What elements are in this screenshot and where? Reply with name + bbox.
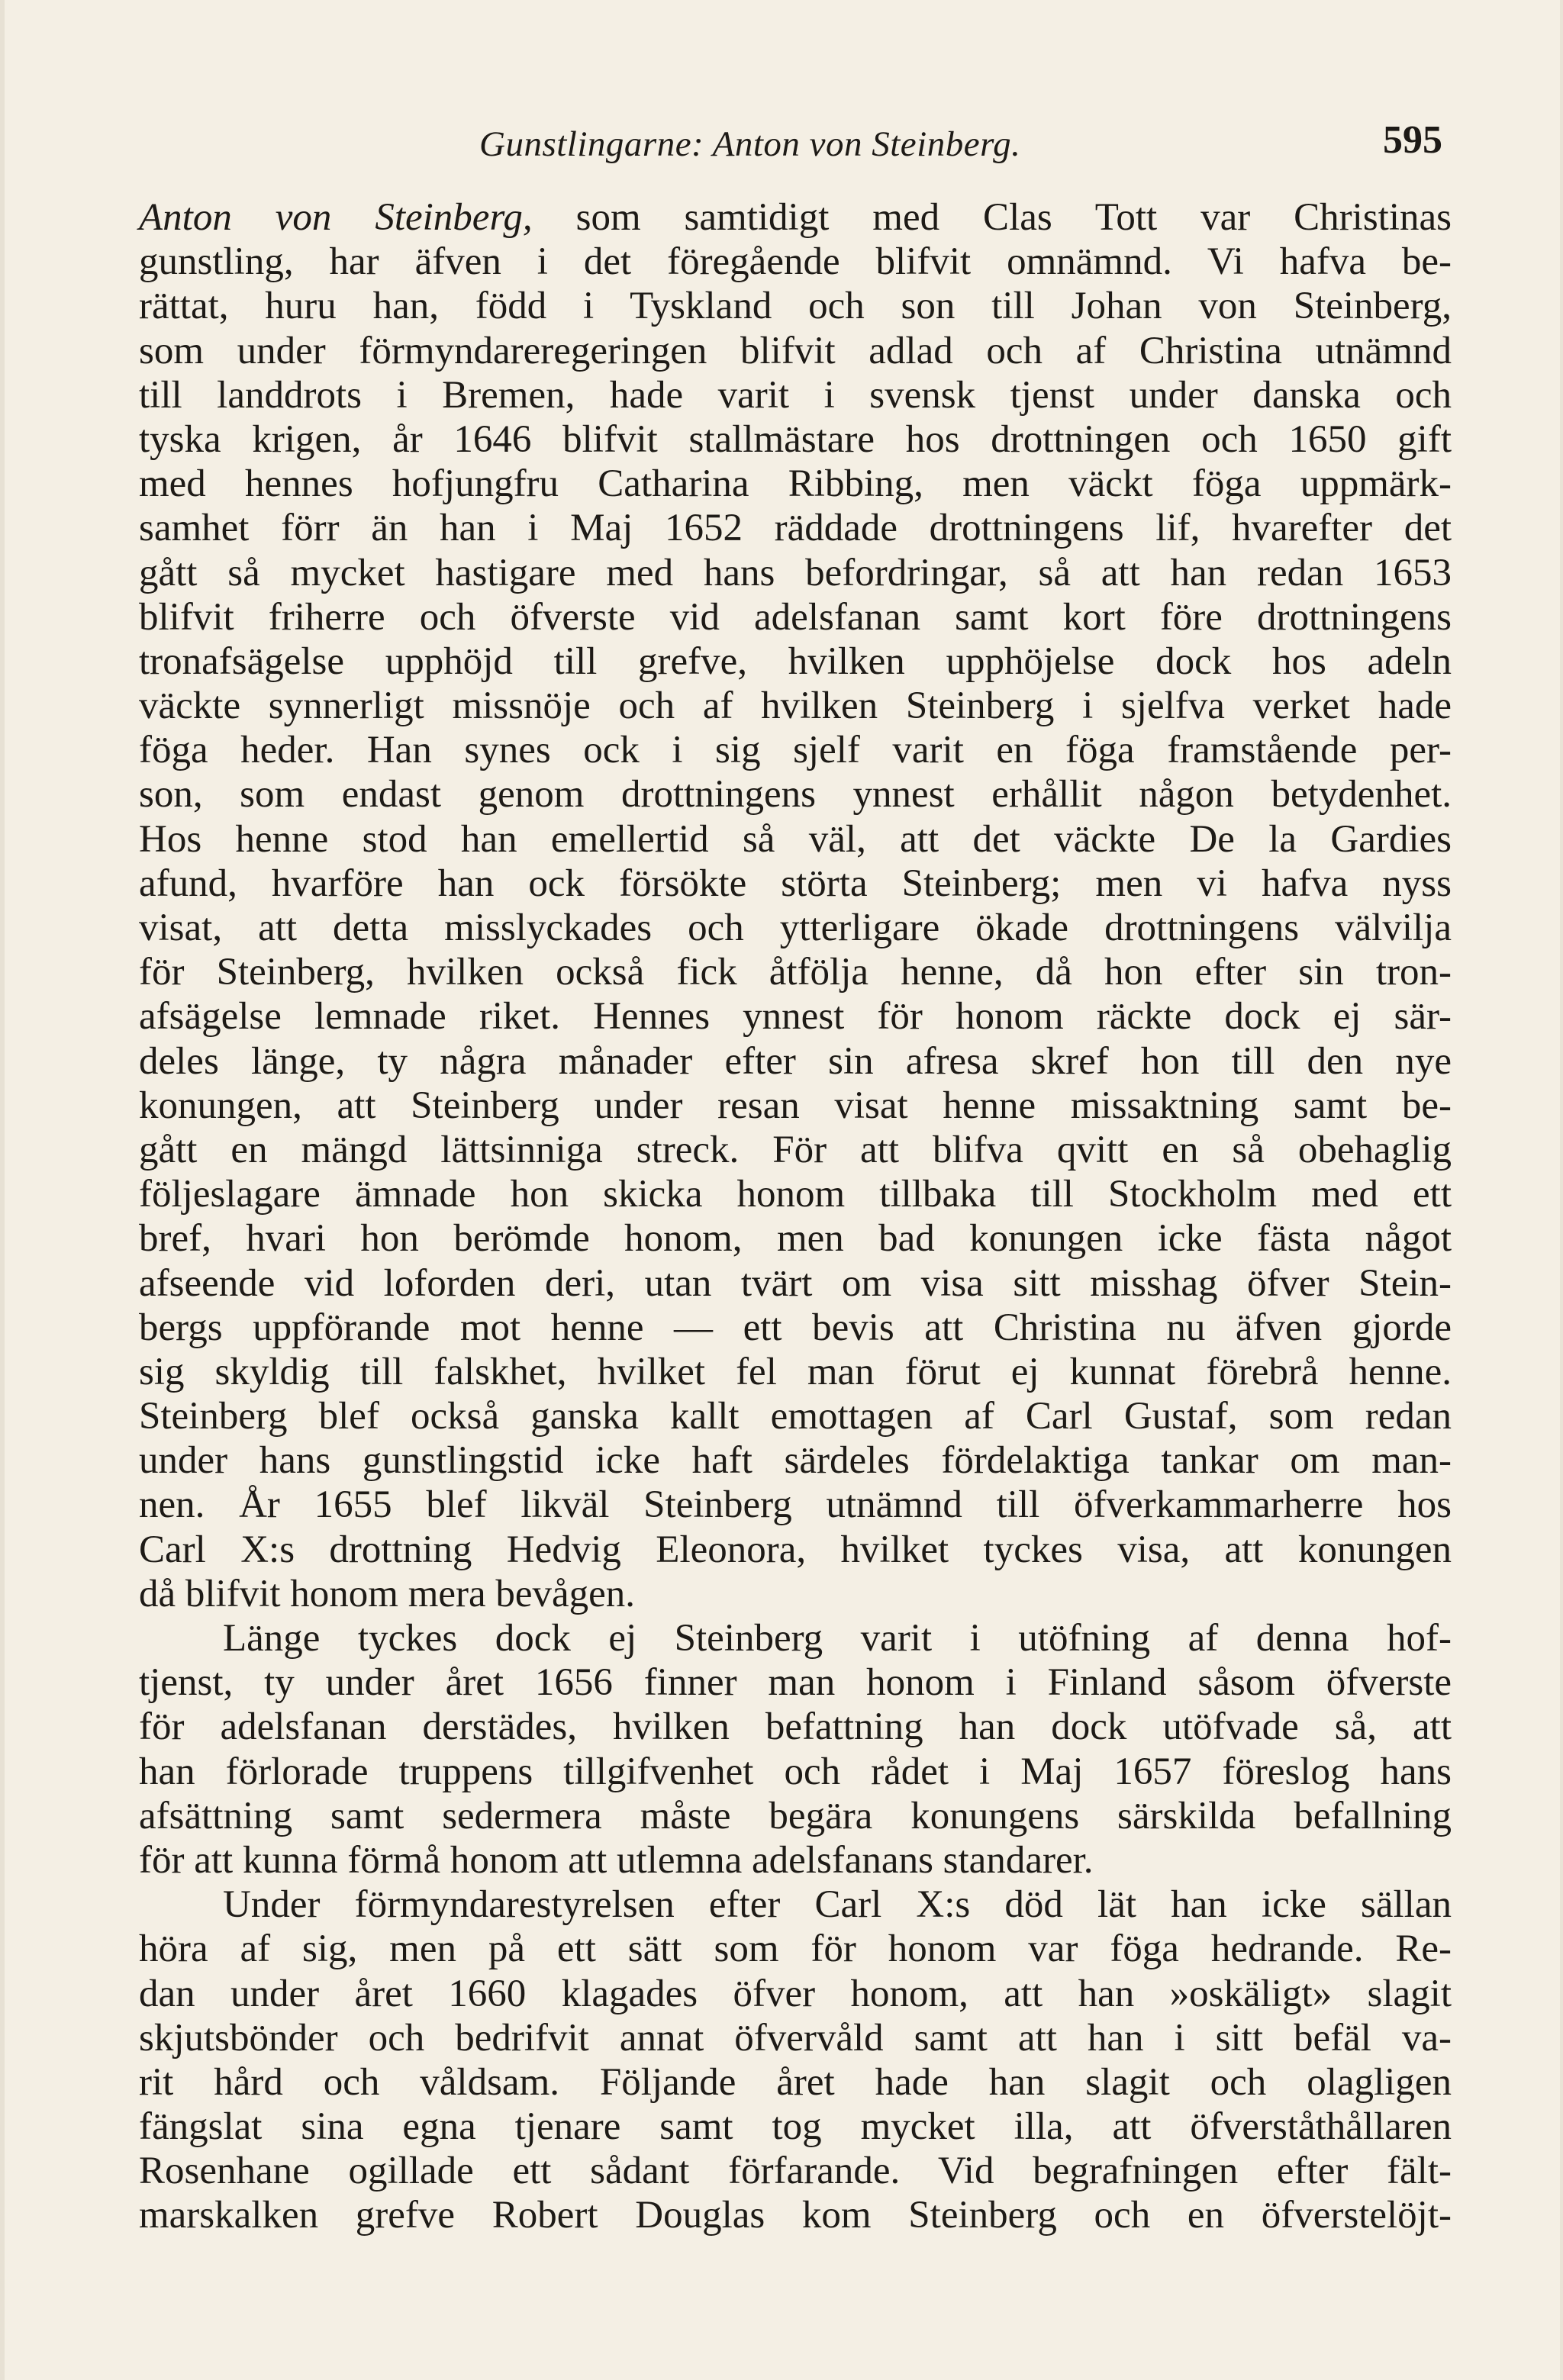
text-line: afund, hvarföre han ock försökte störta Steinberg; men vi hafva nyss [139, 862, 1452, 905]
running-title: Gunstlingarne: Anton von Steinberg. [479, 124, 1021, 164]
text-line: Rosenhane ogillade ett sådant förfarande. Vid begrafningen efter fält- [139, 2150, 1452, 2193]
text-line: Anton von Steinberg, som samtidigt med Clas Tott var Christinas [139, 196, 1452, 239]
page-header [139, 114, 1452, 176]
lead-name: Anton von Steinberg, [139, 196, 533, 239]
text-line: dan under året 1660 klagades öfver honom, att han »oskäligt» slagit [139, 1972, 1452, 2015]
text-line: nen. År 1655 blef likväl Steinberg utnämnd till öfverkammarherre hos [139, 1483, 1452, 1527]
text-line: till landdrots i Bremen, hade varit i svensk tjenst under danska och [139, 373, 1452, 417]
text-line: blifvit friherre och öfverste vid adelsfanan samt kort före drottningens [139, 595, 1452, 639]
text-line: gunstling, har äfven i det föregående blifvit omnämnd. Vi hafva be- [139, 240, 1452, 284]
text-line: skjutsbönder och bedrifvit annat öfvervåld samt att han i sitt befäl va- [139, 2016, 1452, 2060]
text-line: föga heder. Han synes ock i sig sjelf varit en föga framstående per- [139, 729, 1452, 772]
text-line: marskalken grefve Robert Douglas kom Steinberg och en öfverstelöjt- [139, 2194, 1452, 2237]
text-line: för att kunna förmå honom att utlemna adelsfanans standarer. [139, 1838, 1094, 1882]
text-line: för adelsfanan derstädes, hvilken befattning han dock utöfvade så, att [139, 1705, 1452, 1749]
text-line: visat, att detta misslyckades och ytterligare ökade drottningens välvilja [139, 907, 1452, 949]
text-line: Steinberg blef också ganska kallt emottagen af Carl Gustaf, som redan [139, 1395, 1452, 1438]
text-line: bergs uppförande mot henne — ett bevis att Christina nu äfven gjorde [139, 1306, 1452, 1349]
text-line: afsägelse lemnade riket. Hennes ynnest för honom räckte dock ej sär- [139, 995, 1452, 1039]
text-line: sig skyldig till falskhet, hvilket fel man förut ej kunnat förebrå henne. [139, 1350, 1452, 1393]
text-line: son, som endast genom drottningens ynnest erhållit någon betydenhet. [139, 773, 1452, 816]
text-line: Carl X:s drottning Hedvig Eleonora, hvilket tyckes visa, att konungen [139, 1528, 1452, 1571]
text-line: följeslagare ämnade hon skicka honom tillbaka till Stockholm med ett [139, 1173, 1452, 1216]
text-line: konungen, att Steinberg under resan visat henne missaktning samt be- [139, 1084, 1452, 1127]
text-line: Länge tyckes dock ej Steinberg varit i utöfning af denna hof- [223, 1617, 1452, 1660]
text-line: fängslat sina egna tjenare samt tog mycket illa, att öfverståthållaren [139, 2105, 1452, 2149]
text-line: gått en mängd lättsinniga streck. För att blifva qvitt en så obehaglig [139, 1128, 1452, 1171]
text-line: han förlorade truppens tillgifvenhet och rådet i Maj 1657 föreslog hans [139, 1750, 1452, 1793]
text-line: afseende vid loforden deri, utan tvärt om visa sitt misshag öfver Stein- [139, 1261, 1452, 1305]
text-line: under hans gunstlingstid icke haft särdeles fördelaktiga tankar om man- [139, 1439, 1452, 1483]
text-line: väckte synnerligt missnöje och af hvilken Steinberg i sjelfva verket hade [139, 684, 1452, 728]
text-line: bref, hvari hon berömde honom, men bad konungen icke fästa något [139, 1217, 1452, 1261]
text-line: rit hård och våldsam. Följande året hade han slagit och olagligen [139, 2060, 1452, 2104]
text-line: Under förmyndarestyrelsen efter Carl X:s död lät han icke sällan [223, 1883, 1452, 1927]
text-line: tronafsägelse upphöjd till grefve, hvilken upphöjelse dock hos adeln [139, 639, 1452, 683]
page-number: 595 [1383, 118, 1442, 162]
text-line: för Steinberg, hvilken också fick åtfölja henne, då hon efter sin tron- [139, 951, 1452, 994]
text-line: gått så mycket hastigare med hans befordringar, så att han redan 1653 [139, 551, 1452, 594]
text-line: tyska krigen, år 1646 blifvit stallmästare hos drottningen och 1650 gift [139, 417, 1452, 461]
text-line: afsättning samt sedermera måste begära konungens särskilda befallning [139, 1794, 1452, 1837]
text-line: Hos henne stod han emellertid så väl, att det väckte De la Gardies [139, 817, 1452, 861]
body-text [139, 195, 1452, 2238]
text-line: höra af sig, men på ett sätt som för honom var föga hedrande. Re- [139, 1928, 1452, 1971]
text-line: med hennes hofjungfru Catharina Ribbing, men väckt föga uppmärk- [139, 462, 1452, 506]
text-line: då blifvit honom mera bevågen. [139, 1572, 636, 1615]
text-line: tjenst, ty under året 1656 finner man honom i Finland såsom öfverste [139, 1661, 1452, 1705]
text-line: deles länge, ty några månader efter sin afresa skref hon till den nye [139, 1039, 1452, 1083]
text-line: rättat, huru han, född i Tyskland och son till Johan von Steinberg, [139, 285, 1452, 328]
text-line: samhet förr än han i Maj 1652 räddade drottningens lif, hvarefter det [139, 507, 1452, 550]
text-line: som under förmyndareregeringen blifvit adlad och af Christina utnämnd [139, 329, 1452, 372]
